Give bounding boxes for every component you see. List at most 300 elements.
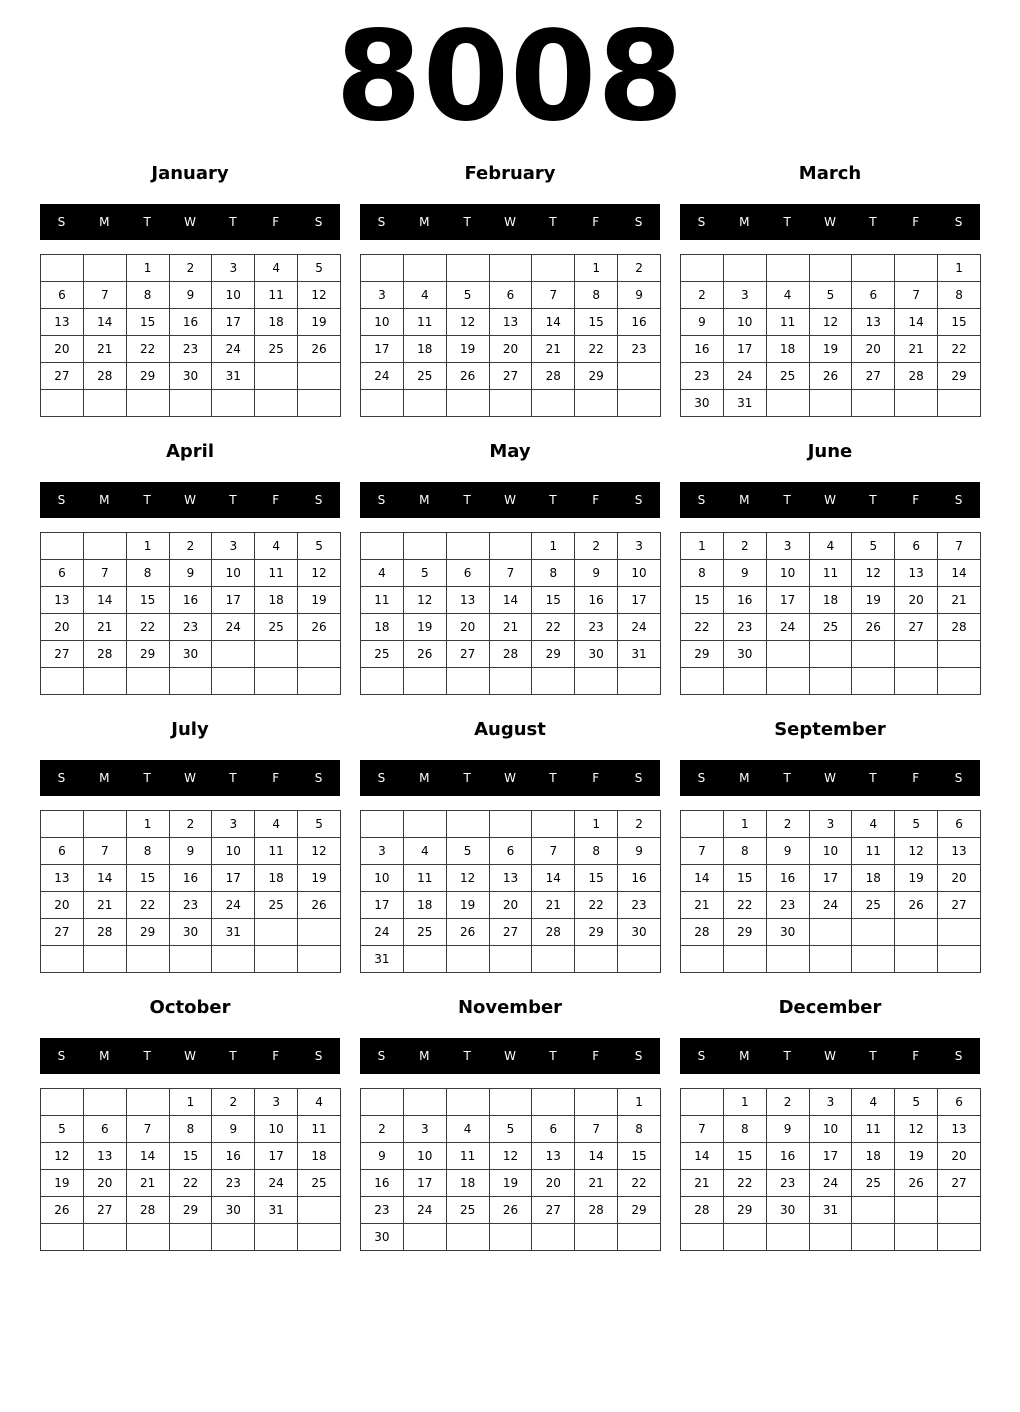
week-row [41,1143,341,1170]
weekday-label: F [272,215,280,229]
weekday-label: M [419,493,430,507]
weekday-header [360,760,660,796]
week-row [681,309,981,336]
day-cell: 13 [83,1143,126,1170]
month-name: November [457,997,563,1018]
week-row [361,587,661,614]
day-cell [489,390,532,417]
day-cell: 5 [298,255,341,282]
weekday-label: W [824,215,836,229]
day-cell: 30 [169,919,212,946]
day-cell [446,255,489,282]
weekday-label: T [229,1049,237,1063]
weekday-label: T [549,771,557,785]
weekday-header [40,204,340,240]
day-cell: 19 [895,1143,938,1170]
week-row [681,560,981,587]
day-cell: 21 [83,892,126,919]
weekday-label: S [57,771,66,785]
week-row [681,1116,981,1143]
day-cell [361,811,404,838]
day-cell: 16 [169,309,212,336]
day-cell: 31 [212,919,255,946]
day-cell: 23 [723,614,766,641]
day-cell [809,641,852,668]
day-cell: 6 [41,282,84,309]
day-cell: 27 [938,1170,981,1197]
week-row [41,533,341,560]
day-cell: 3 [618,533,661,560]
day-cell [169,390,212,417]
day-cell: 27 [852,363,895,390]
weekday-label: S [954,215,963,229]
month-name: September [774,719,886,740]
day-cell [723,946,766,973]
week-row [681,282,981,309]
day-cell: 15 [126,865,169,892]
day-cell: 6 [41,838,84,865]
day-cell: 25 [255,892,298,919]
day-cell: 5 [298,811,341,838]
weekday-label: T [783,215,791,229]
day-cell: 3 [809,811,852,838]
day-cell: 21 [83,614,126,641]
day-cell: 8 [575,838,618,865]
day-cell [938,641,981,668]
weekday-label: M [99,771,110,785]
day-cell: 18 [255,865,298,892]
day-grid [40,254,341,417]
day-cell: 4 [255,811,298,838]
day-cell [895,919,938,946]
day-cell: 28 [83,363,126,390]
day-cell: 2 [575,533,618,560]
day-cell: 20 [489,892,532,919]
day-cell: 8 [723,1116,766,1143]
day-cell [938,390,981,417]
weekday-label: F [912,771,920,785]
day-cell: 29 [938,363,981,390]
day-cell [852,1224,895,1251]
day-cell: 19 [403,614,446,641]
day-cell: 2 [766,811,809,838]
day-cell: 18 [403,892,446,919]
day-cell: 18 [852,1143,895,1170]
week-row [41,282,341,309]
week-row [361,946,661,973]
weekday-label: M [419,1049,430,1063]
week-row [41,390,341,417]
week-row [41,1116,341,1143]
day-cell: 31 [809,1197,852,1224]
day-cell: 15 [575,309,618,336]
weekday-label: S [697,493,706,507]
day-cell [212,390,255,417]
day-cell [41,1089,84,1116]
day-cell: 28 [681,1197,724,1224]
day-cell: 23 [169,892,212,919]
week-row [361,282,661,309]
day-cell [255,1224,298,1251]
weekday-label: S [697,771,706,785]
week-row [41,811,341,838]
week-row [681,1089,981,1116]
day-cell: 25 [852,892,895,919]
weekday-label: T [143,215,151,229]
week-row [681,533,981,560]
week-row [361,838,661,865]
week-row [681,865,981,892]
day-cell: 6 [895,533,938,560]
day-cell [446,811,489,838]
day-cell: 26 [446,919,489,946]
day-cell: 19 [895,865,938,892]
day-cell: 30 [766,919,809,946]
day-cell: 29 [681,641,724,668]
day-cell: 23 [681,363,724,390]
weekday-label: T [869,215,877,229]
weekday-label: W [824,493,836,507]
day-cell [809,919,852,946]
day-cell: 11 [852,838,895,865]
week-row [41,946,341,973]
week-row [361,614,661,641]
day-cell: 11 [852,1116,895,1143]
day-cell [126,1224,169,1251]
day-cell: 5 [446,282,489,309]
day-cell: 10 [361,309,404,336]
weekday-label: F [272,1049,280,1063]
day-cell: 16 [723,587,766,614]
day-cell: 21 [938,587,981,614]
weekday-label: W [824,1049,836,1063]
day-cell [532,1224,575,1251]
day-cell [403,255,446,282]
day-cell: 28 [938,614,981,641]
day-cell [126,668,169,695]
weekday-label: S [697,215,706,229]
day-cell [681,255,724,282]
day-cell: 14 [575,1143,618,1170]
day-cell: 20 [41,336,84,363]
day-cell: 9 [169,282,212,309]
day-cell [361,255,404,282]
day-cell [255,363,298,390]
day-cell [361,533,404,560]
weekday-label: W [504,493,516,507]
day-cell [446,390,489,417]
day-cell: 27 [446,641,489,668]
weekday-label: M [739,493,750,507]
weekday-label: T [143,493,151,507]
day-cell [938,919,981,946]
day-grid [360,532,661,695]
day-cell: 4 [852,1089,895,1116]
day-cell: 5 [895,811,938,838]
day-cell: 30 [361,1224,404,1251]
day-cell: 9 [723,560,766,587]
day-cell: 21 [532,892,575,919]
day-cell [532,811,575,838]
day-cell [766,668,809,695]
day-cell: 14 [83,865,126,892]
day-cell: 14 [489,587,532,614]
day-cell: 13 [895,560,938,587]
day-cell: 22 [618,1170,661,1197]
weekday-label: M [419,771,430,785]
weekday-label: T [869,1049,877,1063]
week-row [361,1143,661,1170]
day-cell: 17 [361,336,404,363]
weekday-label: M [99,215,110,229]
day-cell: 17 [809,865,852,892]
week-row [41,919,341,946]
day-cell [618,390,661,417]
day-cell: 9 [575,560,618,587]
day-cell: 17 [255,1143,298,1170]
day-cell: 3 [212,811,255,838]
day-cell: 24 [212,892,255,919]
day-cell: 14 [532,865,575,892]
day-cell: 16 [766,865,809,892]
weekday-label: S [954,771,963,785]
day-cell [532,255,575,282]
weekday-label: W [824,771,836,785]
day-cell: 8 [723,838,766,865]
weekday-header [680,482,980,518]
day-cell [809,668,852,695]
day-cell [532,946,575,973]
day-cell: 28 [895,363,938,390]
weekday-label: W [184,215,196,229]
day-cell: 16 [169,587,212,614]
week-row [681,336,981,363]
day-cell: 12 [446,865,489,892]
day-cell [681,811,724,838]
day-cell [403,533,446,560]
day-cell: 6 [938,1089,981,1116]
day-cell [852,1197,895,1224]
day-cell [681,1224,724,1251]
day-cell: 8 [126,560,169,587]
month-name: July [171,719,209,740]
week-row [681,363,981,390]
day-cell [489,946,532,973]
day-cell [766,641,809,668]
weekday-label: S [377,215,386,229]
day-cell: 27 [532,1197,575,1224]
week-row [41,614,341,641]
day-cell [361,390,404,417]
day-cell: 29 [723,919,766,946]
day-cell [83,1224,126,1251]
day-cell: 25 [255,614,298,641]
week-row [361,668,661,695]
day-cell [723,255,766,282]
day-cell: 9 [681,309,724,336]
day-cell: 31 [255,1197,298,1224]
day-cell: 4 [852,811,895,838]
day-cell: 13 [938,1116,981,1143]
weekday-label: S [634,1049,643,1063]
day-cell [852,668,895,695]
day-cell [766,946,809,973]
day-cell: 20 [938,865,981,892]
day-cell: 7 [532,838,575,865]
day-cell [532,668,575,695]
day-cell: 28 [83,641,126,668]
day-cell: 25 [361,641,404,668]
day-cell [489,255,532,282]
day-cell: 28 [489,641,532,668]
day-cell: 10 [766,560,809,587]
day-cell: 15 [126,309,169,336]
day-cell: 15 [723,1143,766,1170]
day-cell [575,668,618,695]
day-cell [126,1089,169,1116]
day-cell: 9 [169,838,212,865]
week-row [681,1224,981,1251]
day-cell: 14 [681,1143,724,1170]
day-cell: 7 [895,282,938,309]
day-grid [40,1088,341,1251]
day-cell: 29 [126,363,169,390]
day-cell: 6 [489,282,532,309]
day-cell: 23 [766,1170,809,1197]
day-cell: 1 [532,533,575,560]
day-cell: 6 [41,560,84,587]
day-cell: 8 [575,282,618,309]
day-cell [938,1197,981,1224]
day-cell: 10 [361,865,404,892]
day-cell [41,255,84,282]
day-cell: 30 [169,363,212,390]
day-cell: 16 [361,1170,404,1197]
day-cell: 28 [83,919,126,946]
day-cell: 22 [575,892,618,919]
day-cell: 30 [618,919,661,946]
weekday-label: T [549,1049,557,1063]
day-cell: 2 [169,811,212,838]
month-name: August [474,719,546,740]
day-cell: 9 [361,1143,404,1170]
day-cell [895,1224,938,1251]
day-cell: 13 [489,865,532,892]
day-cell [212,668,255,695]
day-cell: 16 [681,336,724,363]
week-row [41,1089,341,1116]
day-grid [680,532,981,695]
day-cell: 12 [895,1116,938,1143]
day-grid [680,254,981,417]
day-cell: 5 [895,1089,938,1116]
week-row [361,309,661,336]
day-cell: 7 [126,1116,169,1143]
day-cell: 7 [575,1116,618,1143]
day-cell: 7 [83,282,126,309]
day-cell: 31 [212,363,255,390]
day-cell [532,1089,575,1116]
day-cell: 9 [766,838,809,865]
day-cell: 13 [446,587,489,614]
day-cell: 3 [361,838,404,865]
day-cell [446,668,489,695]
day-cell [298,363,341,390]
day-cell: 26 [895,1170,938,1197]
day-grid [360,254,661,417]
day-cell: 4 [298,1089,341,1116]
day-cell [212,641,255,668]
weekday-header [40,760,340,796]
week-row [361,1089,661,1116]
day-cell [852,946,895,973]
weekday-header [40,482,340,518]
weekday-label: W [184,771,196,785]
day-cell: 13 [852,309,895,336]
day-cell: 5 [852,533,895,560]
day-cell: 17 [361,892,404,919]
day-cell: 22 [575,336,618,363]
day-cell: 5 [403,560,446,587]
day-cell [723,668,766,695]
weekday-label: F [592,771,600,785]
weekday-label: T [229,215,237,229]
month-name: January [151,163,229,184]
day-cell: 13 [41,309,84,336]
day-cell: 23 [361,1197,404,1224]
weekday-label: S [697,1049,706,1063]
week-row [41,363,341,390]
day-cell [298,1224,341,1251]
day-cell: 22 [169,1170,212,1197]
weekday-label: S [377,771,386,785]
week-row [361,363,661,390]
day-cell [809,946,852,973]
day-cell: 11 [255,560,298,587]
week-row [361,892,661,919]
week-row [361,919,661,946]
day-cell [489,1089,532,1116]
day-cell [41,533,84,560]
day-cell: 23 [766,892,809,919]
day-cell: 10 [809,1116,852,1143]
day-cell [618,668,661,695]
day-cell: 6 [852,282,895,309]
weekday-label: T [229,771,237,785]
day-cell: 25 [766,363,809,390]
day-cell: 18 [255,587,298,614]
day-cell: 16 [618,309,661,336]
day-cell: 1 [618,1089,661,1116]
day-cell: 23 [618,336,661,363]
day-cell: 22 [938,336,981,363]
day-cell: 2 [361,1116,404,1143]
day-cell: 19 [41,1170,84,1197]
weekday-label: T [143,1049,151,1063]
week-row [41,641,341,668]
day-cell [446,1224,489,1251]
day-cell: 2 [618,811,661,838]
day-grid [360,1088,661,1251]
day-cell [83,255,126,282]
day-cell: 17 [403,1170,446,1197]
week-row [681,668,981,695]
weekday-label: S [314,1049,323,1063]
day-cell: 29 [169,1197,212,1224]
day-cell [403,811,446,838]
day-cell: 30 [766,1197,809,1224]
weekday-label: F [272,493,280,507]
